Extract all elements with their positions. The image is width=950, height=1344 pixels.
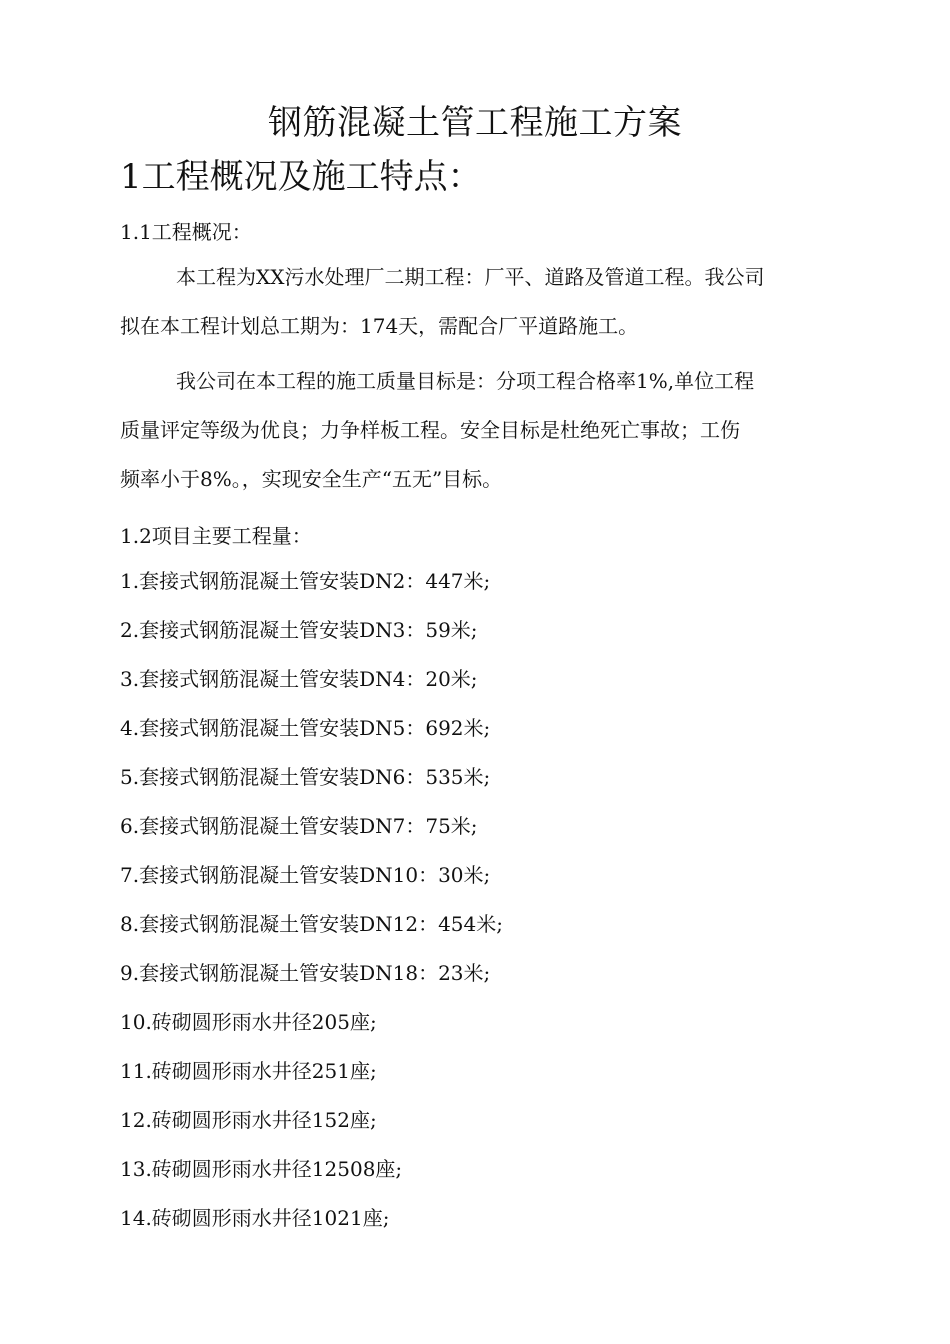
list-item: 1.套接式钢筋混凝土管安装DN2：447米; <box>120 569 491 593</box>
list-item: 7.套接式钢筋混凝土管安装DN10：30米; <box>120 863 491 887</box>
paragraph-line: 频率小于8%。，实现安全生产“五无”目标。 <box>120 467 503 491</box>
paragraph-quality-goals <box>120 357 840 504</box>
list-item: 12.砖砌圆形雨水井径152座; <box>120 1108 377 1132</box>
paragraph-overview <box>120 253 840 351</box>
list-item: 11.砖砌圆形雨水井径251座; <box>120 1059 377 1083</box>
list-item: 2.套接式钢筋混凝土管安装DN3：59米; <box>120 618 478 642</box>
list-item: 6.套接式钢筋混凝土管安装DN7：75米; <box>120 814 478 838</box>
list-item: 10.砖砌圆形雨水井径205座; <box>120 1010 377 1034</box>
paragraph-line: 拟在本工程计划总工期为：174天，需配合厂平道路施工。 <box>120 314 639 338</box>
subsection-heading-overview: 1.1工程概况： <box>120 220 252 244</box>
paragraph-line: 我公司在本工程的施工质量目标是：分项工程合格率1%,单位工程 <box>176 369 755 393</box>
list-item: 4.套接式钢筋混凝土管安装DN5：692米; <box>120 716 491 740</box>
quantity-list <box>120 566 503 1252</box>
list-item: 9.套接式钢筋混凝土管安装DN18：23米; <box>120 961 491 985</box>
subsection-heading-quantities: 1.2项目主要工程量： <box>120 524 312 548</box>
list-item: 5.套接式钢筋混凝土管安装DN6：535米; <box>120 765 491 789</box>
paragraph-line: 本工程为XX污水处理厂二期工程：厂平、道路及管道工程。我公司 <box>176 265 765 289</box>
paragraph-line: 质量评定等级为优良；力争样板工程。安全目标是杜绝死亡事故；工伤 <box>120 418 740 442</box>
list-item: 13.砖砌圆形雨水井径12508座; <box>120 1157 403 1181</box>
list-item: 14.砖砌圆形雨水井径1021座; <box>120 1206 390 1230</box>
section-heading: 1工程概况及施工特点： <box>120 157 482 197</box>
list-item: 8.套接式钢筋混凝土管安装DN12：454米; <box>120 912 503 936</box>
document-title: 钢筋混凝土管工程施工方案 <box>268 103 682 143</box>
list-item: 3.套接式钢筋混凝土管安装DN4：20米; <box>120 667 478 691</box>
